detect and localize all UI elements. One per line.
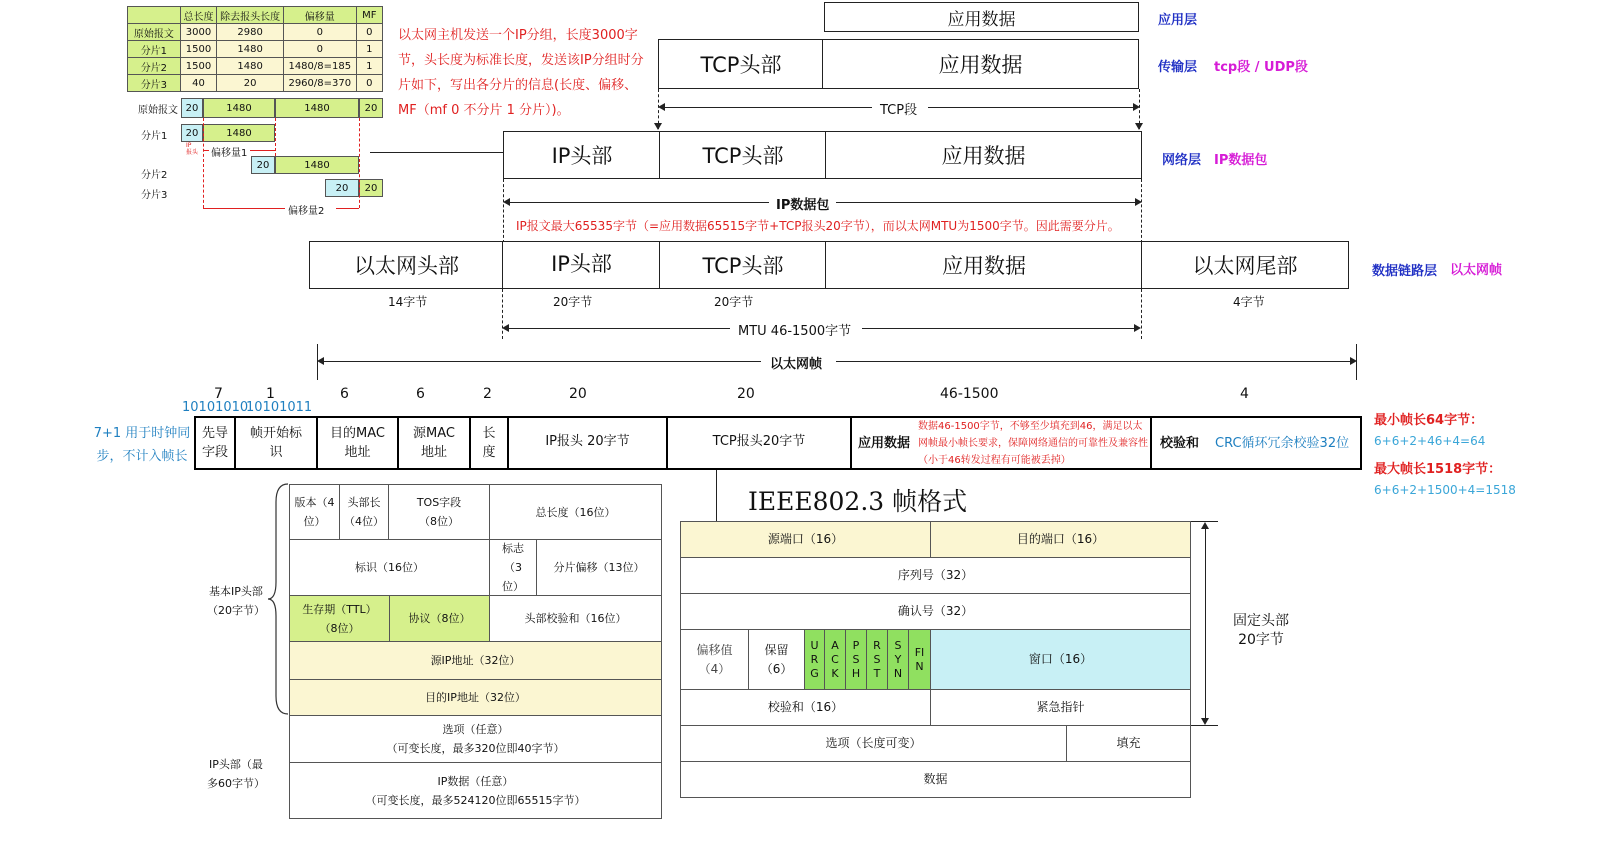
question-text: 以太网主机发送一个IP分组，长度3000字节，头长度为标准长度，发送该IP分组时分片如下，写出各分片的信息(长度、偏移、MF（mf 0 不分片 1 分片）)。: [398, 28, 644, 118]
table-header: 除去报头长度: [217, 7, 284, 24]
field-size: 46-1500: [940, 386, 999, 402]
fragment-info-table: [127, 6, 383, 92]
dst-port-field: 目的端口（16）: [930, 521, 1191, 558]
ip-header-block: IP头部: [502, 241, 661, 289]
options-note: （可变长度，最多320位即40字节）: [386, 742, 565, 755]
field-size: 6: [416, 386, 425, 402]
table-cell: 1: [356, 58, 382, 75]
fixed-header-label: 固定头部20字节: [1233, 613, 1289, 648]
ack-number-field: 确认号（32）: [680, 593, 1191, 630]
sfd-field: 帧开始标识: [234, 416, 318, 470]
field-size: 2: [483, 386, 492, 402]
max-frame-title: 最大帧长1518字节：: [1374, 462, 1502, 477]
dst-mac-field: 目的MAC地址: [316, 416, 399, 470]
table-cell: 1480: [217, 41, 284, 58]
ip-data-field: [289, 762, 662, 819]
field-size: 4: [1240, 386, 1249, 402]
size-label: 20字节: [553, 295, 593, 309]
ip-header-field: IP报头 20字节: [507, 416, 668, 470]
urgent-pointer-field: 紧急指针: [930, 689, 1191, 726]
frag-row-label: 分片2: [141, 170, 168, 181]
ihl-field: 头部长（4位）: [339, 484, 389, 540]
tcp-data-field: 数据: [680, 761, 1191, 798]
tcp-header-block: TCP头部: [659, 241, 827, 289]
ack-flag: ACK: [824, 629, 846, 690]
frag-cell: 1480: [203, 98, 275, 118]
crc-label: CRC循环冗余校验32位: [1215, 435, 1350, 451]
ip-size-note: IP报文最大65535字节（=应用数据65515字节+TCP报头20字节），而以太网MTU为1500字节。因此需要分片。: [516, 219, 1120, 233]
src-port-field: 源端口（16）: [680, 521, 931, 558]
table-header: [128, 7, 181, 24]
table-header: 总长度: [180, 7, 216, 24]
app-data-block: 应用数据: [825, 131, 1142, 179]
src-ip-field: 源IP地址（32位）: [289, 641, 662, 680]
urg-flag: URG: [804, 629, 825, 690]
table-cell: 1500: [180, 41, 216, 58]
fragment-offset-field: 分片偏移（13位）: [536, 539, 662, 596]
tcp-header-block: TCP头部: [659, 131, 827, 179]
table-cell: 0: [356, 24, 382, 41]
src-mac-field: 源MAC地址: [397, 416, 471, 470]
table-cell: 3000: [180, 24, 216, 41]
window-field: 窗口（16）: [930, 629, 1191, 690]
sfd-bits: 10101011: [246, 400, 313, 415]
checksum-label: 校验和: [1160, 435, 1200, 451]
header-checksum-field: 头部校验和（16位）: [489, 595, 662, 642]
ip-packet-span-label: IP数据包: [776, 198, 830, 213]
syn-flag: SYN: [887, 629, 909, 690]
rst-flag: RST: [866, 629, 888, 690]
mtu-span-label: MTU 46-1500字节: [738, 324, 852, 339]
size-label: 4字节: [1233, 295, 1265, 309]
table-header: MF: [356, 7, 382, 24]
table-cell: 1: [356, 41, 382, 58]
dst-ip-field: 目的IP地址（32位）: [289, 679, 662, 716]
frag-cell: 20: [181, 98, 203, 118]
eth-trailer-block: 以太网尾部: [1141, 241, 1349, 289]
field-size: 7: [214, 386, 223, 402]
transport-layer-desc: tcp段 / UDP段: [1214, 60, 1308, 75]
ttl-field: 生存期（TTL）（8位）: [289, 595, 390, 642]
network-layer-desc: IP数据包: [1214, 153, 1268, 168]
frag-row-label: 分片3: [141, 190, 168, 201]
max-frame-calc: 6+6+2+1500+4=1518: [1374, 483, 1516, 497]
app-data-block: 应用数据: [824, 2, 1139, 32]
app-data-block: 应用数据: [822, 39, 1139, 89]
field-size: 20: [569, 386, 587, 402]
table-header: 偏移量: [284, 7, 357, 24]
ip-data-note: （可变长度，最多524120位即65515字节）: [365, 793, 586, 807]
psh-flag: PSH: [845, 629, 867, 690]
link-layer-desc: 以太网帧: [1450, 263, 1503, 278]
field-size: 1: [266, 386, 275, 402]
sequence-number-field: 序列号（32）: [680, 557, 1191, 594]
frag-cell: 1480: [275, 98, 359, 118]
table-cell: 2980: [217, 24, 284, 41]
table-cell: 分片3: [128, 75, 181, 92]
transport-layer-label: 传输层: [1158, 60, 1198, 75]
min-frame-calc: 6+6+2+46+4=64: [1374, 434, 1486, 448]
ip-data-label: IP数据（任意）: [437, 774, 514, 788]
field-size: 20: [737, 386, 755, 402]
min-frame-title: 最小帧长64字节：: [1374, 413, 1484, 428]
tos-field: TOS字段（8位）: [388, 484, 490, 540]
table-cell: 原始报文: [128, 24, 181, 41]
preamble-field: 先导字段: [194, 416, 236, 470]
frag-cell: 20: [325, 179, 359, 197]
table-cell: 分片1: [128, 41, 181, 58]
tcp-segment-span-label: TCP段: [880, 103, 918, 118]
padding-field: 填充: [1066, 725, 1191, 762]
app-data-field: [850, 416, 1152, 470]
eth-frame-span-label: 以太网帧: [770, 357, 823, 372]
sync-note: 7+1 用于时钟同步，不计入帧长: [93, 426, 191, 464]
basic-header-brace: [266, 482, 292, 716]
eth-header-block: 以太网头部: [309, 241, 504, 289]
link-layer-label: 数据链路层: [1372, 264, 1438, 279]
frag-cell: 20: [359, 98, 383, 118]
table-cell: 20: [217, 75, 284, 92]
ip-header-block: IP头部: [503, 131, 661, 179]
table-cell: 2960/8=370: [284, 75, 357, 92]
frag-cell: 1480: [275, 156, 359, 174]
tcp-header-block: TCP头部: [658, 39, 824, 89]
frag-cell: 20: [251, 156, 275, 174]
fcs-field: [1150, 416, 1362, 470]
preamble-bits: 10101010: [182, 400, 249, 415]
table-cell: 分片2: [128, 58, 181, 75]
tcp-options-field: 选项（长度可变）: [680, 725, 1067, 762]
version-field: 版本（4位）: [289, 484, 340, 540]
tcp-header-field: TCP报头20字节: [666, 416, 852, 470]
frag-cell: 20: [181, 124, 203, 142]
frag-row-label: 原始报文: [138, 105, 178, 116]
table-cell: 0: [284, 24, 357, 41]
ip-header-note: IP 报头: [186, 142, 199, 156]
full-ip-header-label: IP头部（最多60字节）: [207, 758, 265, 790]
app-layer-label: 应用层: [1158, 13, 1198, 28]
tcp-checksum-field: 校验和（16）: [680, 689, 931, 726]
frag-cell: 1480: [203, 124, 275, 142]
ieee-frame-caption: IEEE802.3 帧格式: [748, 487, 968, 516]
offset2-label: 偏移量2: [288, 206, 325, 217]
table-cell: 40: [180, 75, 216, 92]
table-cell: 0: [284, 41, 357, 58]
table-cell: 1500: [180, 58, 216, 75]
size-label: 20字节: [714, 295, 754, 309]
size-label: 14字节: [388, 295, 428, 309]
table-cell: 1480/8=185: [284, 58, 357, 75]
app-data-block: 应用数据: [825, 241, 1143, 289]
table-cell: 1480: [217, 58, 284, 75]
app-data-label: 应用数据: [858, 435, 911, 451]
fin-flag: FIN: [908, 629, 931, 690]
frag-cell: 20: [359, 179, 383, 197]
data-offset-field: 偏移值（4）: [680, 629, 749, 690]
identification-field: 标识（16位）: [289, 539, 490, 596]
offset1-label: 偏移量1: [211, 148, 248, 159]
frag-row-label: 分片1: [141, 131, 168, 142]
protocol-field: 协议（8位）: [389, 595, 490, 642]
basic-ip-header-label: 基本IP头部（20字节）: [207, 585, 265, 617]
flags-field: 标志（3位）: [489, 539, 537, 596]
total-length-field: 总长度（16位）: [489, 484, 662, 540]
options-label: 选项（任意）: [442, 723, 509, 736]
network-layer-label: 网络层: [1162, 153, 1202, 168]
options-field: [289, 715, 662, 763]
data-note: 数据46-1500字节，不够至少填充到46，满足以太网帧最小帧长要求，保障网络通信的可靠性及兼容性（小于46转发过程有可能被丢掉）: [918, 420, 1149, 466]
length-field: 长度: [469, 416, 509, 470]
reserved-field: 保留（6）: [748, 629, 805, 690]
field-size: 6: [340, 386, 349, 402]
table-cell: 0: [356, 75, 382, 92]
